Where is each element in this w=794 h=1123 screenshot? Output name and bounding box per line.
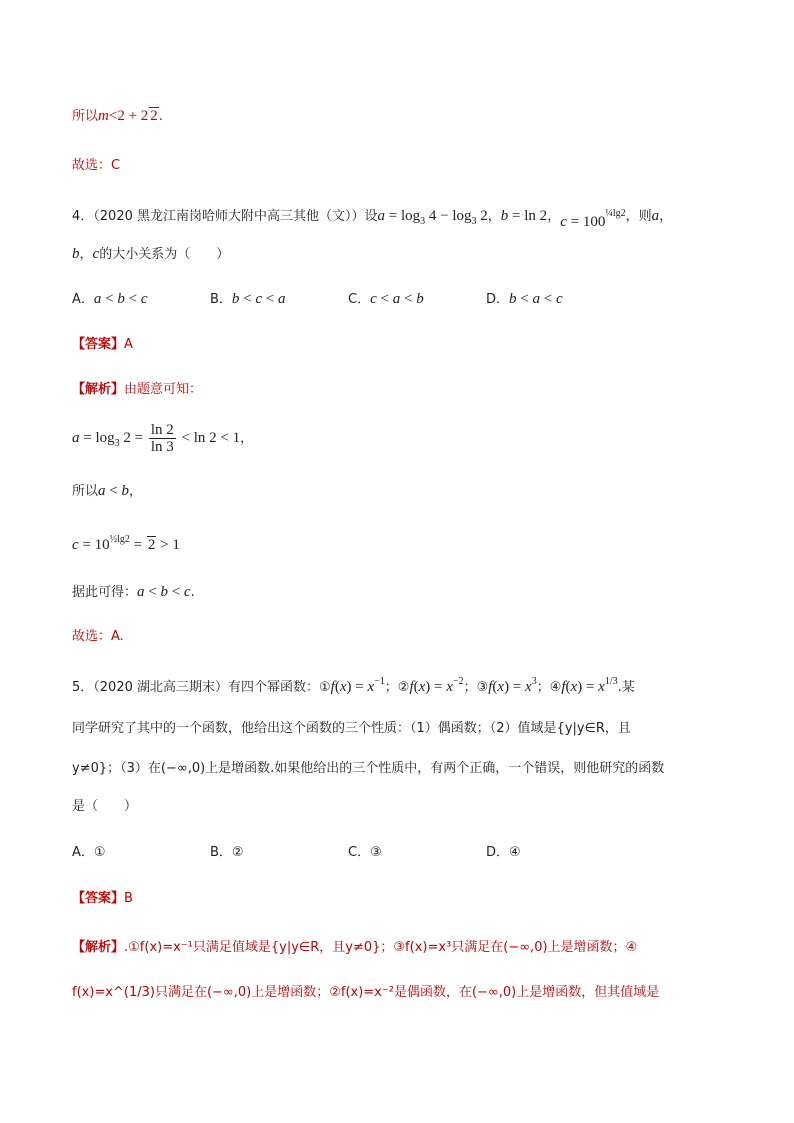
analysis-tag: 【解析】 <box>72 382 125 397</box>
q5-analysis-line2: f(x)=x^(1/3)只满足在(−∞,0)上是增函数；②f(x)=x⁻²是偶函数，在(−∞,0)上是增函数，但其值域是 <box>72 985 660 1000</box>
answer-tag: 【答案】 <box>72 337 125 352</box>
q5-stem-line4: 是（ ） <box>72 799 138 814</box>
q5-option-c[interactable]: C．③ <box>348 845 382 860</box>
answer-tag: 【答案】 <box>72 891 125 906</box>
conclusion-suffix: . <box>158 109 163 124</box>
prev-conclusion: 所以m<2 + 2 2. <box>72 108 163 124</box>
q4-stem-line2: b，c的大小关系为（ ） <box>72 246 230 262</box>
q4-analysis <box>72 380 202 400</box>
q4-option-a[interactable]: A．a < b < c <box>72 291 148 307</box>
q5-prefix: 5．（2020 湖北高三期末）有四个幂函数： <box>72 680 319 695</box>
q4-conclude: 据此可得：a < b < c. <box>72 584 195 600</box>
q5-stem-line2: 同学研究了其中的一个函数，他给出这个函数的三个性质：（1）偶函数；（2）值域是{y|y∈R，且 <box>72 721 631 736</box>
q4-answer <box>72 335 133 355</box>
prev-select: 故选：C <box>72 158 121 173</box>
q5-option-a[interactable]: A．① <box>72 845 106 860</box>
q5-stem-line1: 5．（2020 湖北高三期末）有四个幂函数：①f(x) = $x^{-1}$；②f(x) = $x^{-2}$；③f(x) = $x^3$；④f(x) = $x^{1/3}$.某 <box>72 676 635 695</box>
q4-line2: 的大小关系为（ ） <box>99 247 230 262</box>
q4-option-d[interactable]: D．b < a < c <box>486 291 563 307</box>
q4-step2: 所以a < b， <box>72 483 142 499</box>
analysis-tag: 【解析】 <box>72 940 125 955</box>
q5-option-b[interactable]: B．② <box>210 845 244 860</box>
q4-option-c[interactable]: C．c < a < b <box>348 291 424 307</box>
q4-then: ，则 <box>625 209 652 224</box>
answer-value: B <box>124 891 133 906</box>
q4-prefix: 4．（2020 黑龙江南岗哈师大附中高三其他（文））设 <box>72 209 378 224</box>
q5-analysis-line1 <box>72 938 637 958</box>
q5-stem-line3: y≠0}；（3）在(−∞,0)上是增函数.如果他给出的三个性质中，有两个正确，一个错误，则他研究的函数 <box>72 761 665 776</box>
q5-option-d[interactable]: D．④ <box>486 845 521 860</box>
q4-option-b[interactable]: B．b < c < a <box>210 291 286 307</box>
analysis-text-1: .①f(x)=x⁻¹只满足值域是{y|y∈R，且y≠0}；③f(x)=x³只满足在(−∞,0)上是增函数；④ <box>124 940 638 955</box>
q4-step3: $c = 10^{\frac{1}{2}lg2} = 2 > 1$ <box>72 534 180 553</box>
fraction: $\frac{\ln 2}{\ln 3}$ <box>150 422 174 455</box>
answer-value: A <box>124 337 133 352</box>
conclusion-math: m <box>98 108 109 124</box>
q5-answer <box>72 889 133 909</box>
q4-stem-line1: 4．（2020 黑龙江南岗哈师大附中高三其他（文））设$a = \log_3 4 - \log_3 2$，b = ln 2，$c = 100^{\frac{1}{4}lg2}$，则a， <box>72 208 673 230</box>
analysis-intro: 由题意可知： <box>124 382 203 397</box>
conclusion-prefix: 所以 <box>72 109 99 124</box>
q4-select: 故选：A. <box>72 629 124 644</box>
q4-step1: $a = \log_3 2$ = $\frac{\ln 2}{\ln 3}$ < ln 2 < 1， <box>72 422 254 455</box>
q5-line1-tail: .某 <box>617 680 635 695</box>
